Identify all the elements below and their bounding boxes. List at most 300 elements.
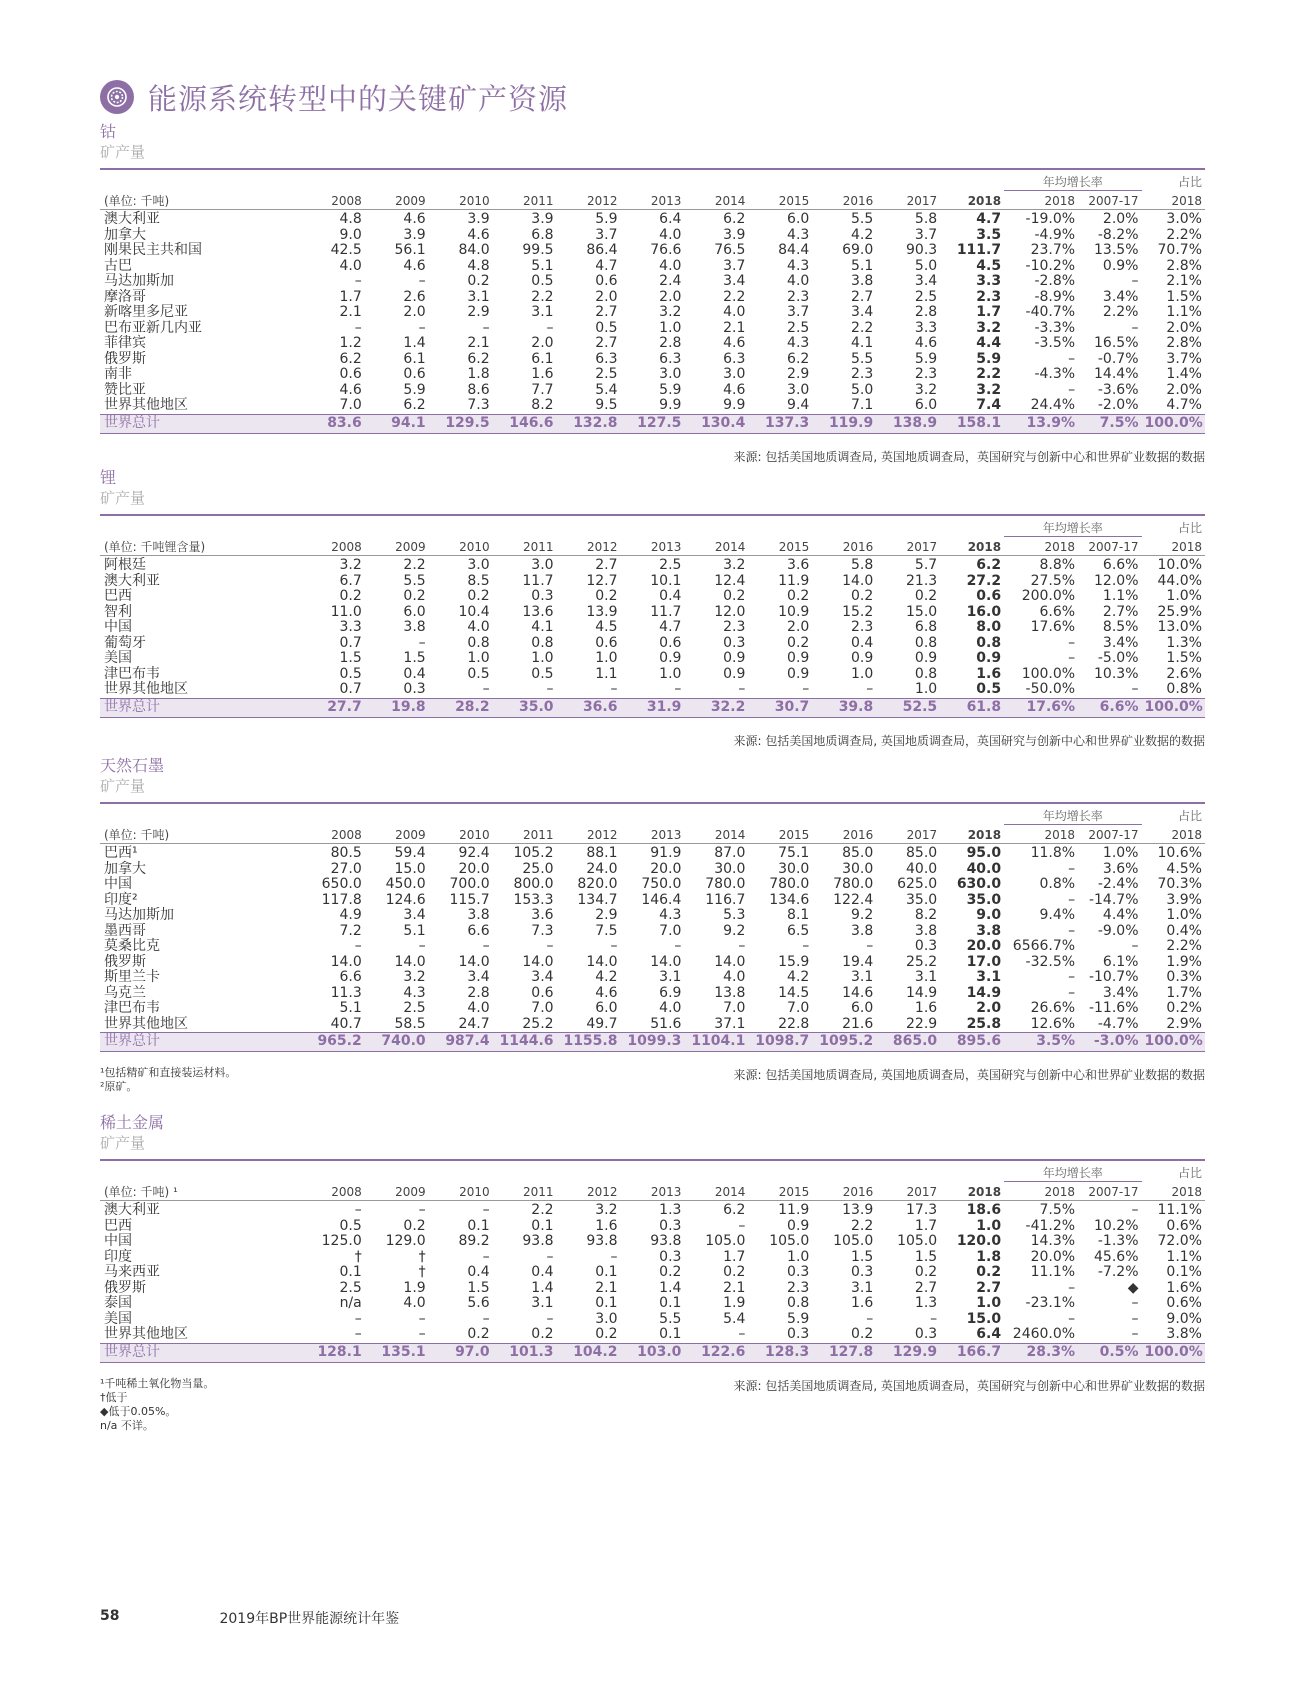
data-cell: 0.5: [531, 273, 554, 289]
data-cell: 3.8: [850, 922, 874, 939]
data-cell: 0.9: [787, 665, 810, 682]
data-cell: 3.2: [723, 557, 746, 573]
data-cell: 1.7: [339, 288, 362, 305]
data-cell: 3.6: [531, 907, 554, 923]
year-header: 2008: [301, 1182, 365, 1201]
data-cell: 3.0: [531, 557, 554, 573]
data-cell: 19.4: [842, 953, 874, 970]
year-header: 2011: [493, 1182, 557, 1201]
data-cell: 2.9: [467, 304, 490, 320]
data-cell: 6.2: [787, 350, 810, 367]
data-cell: –: [802, 938, 810, 954]
data-cell: 0.1: [595, 1264, 618, 1280]
total-cell: 30.7: [748, 698, 812, 717]
total-label: 世界总计: [100, 1033, 301, 1052]
data-cell: 100.0%: [1021, 665, 1076, 682]
data-cell: -9.0%: [1097, 922, 1139, 939]
year-header: 2009: [365, 1182, 429, 1201]
data-cell: 5.8: [850, 557, 874, 573]
data-cell: 3.0: [723, 366, 746, 382]
data-cell: 3.1: [850, 969, 874, 985]
data-cell: 0.1: [531, 1217, 554, 1234]
data-cell: 3.6: [787, 557, 810, 573]
year-header: 2009: [365, 825, 429, 844]
data-cell: 3.2: [976, 381, 1002, 398]
data-cell: 0.5: [339, 665, 362, 682]
data-cell: 5.5: [403, 572, 426, 589]
data-cell: 7.0: [659, 922, 682, 939]
data-cell: 3.1: [531, 304, 554, 320]
data-cell: –: [1131, 681, 1139, 697]
table-row: [100, 924, 1205, 940]
data-cell: 1.5%: [1166, 288, 1202, 305]
data-cell: –: [482, 319, 490, 336]
data-cell: –: [674, 938, 682, 954]
data-cell: 0.4: [531, 1264, 554, 1280]
data-cell: 0.3: [787, 1264, 810, 1280]
data-cell: 14.6: [842, 984, 874, 1001]
data-cell: 9.2: [723, 922, 746, 939]
data-cell: 10.0%: [1157, 557, 1202, 573]
year-header: 2008: [301, 825, 365, 844]
year-header: 2011: [493, 537, 557, 556]
table-row: [100, 986, 1205, 1002]
data-cell: 14.0: [842, 572, 874, 589]
data-cell: 8.2: [914, 907, 938, 923]
year-header: 2012: [557, 537, 621, 556]
data-cell: 0.3%: [1166, 969, 1202, 985]
growth-rate-header: 年均增长率: [1004, 515, 1141, 537]
data-cell: 76.6: [650, 242, 682, 258]
data-cell: 3.7: [595, 226, 618, 243]
data-cell: 4.6: [723, 335, 746, 351]
data-cell: †: [418, 1264, 426, 1280]
data-cell: 4.9: [339, 907, 362, 923]
data-cell: 0.4%: [1166, 922, 1202, 939]
data-cell: -19.0%: [1025, 211, 1076, 227]
data-cell: 8.2: [531, 397, 554, 413]
data-cell: 2.0: [787, 619, 810, 635]
data-cell: 14.0: [522, 953, 554, 970]
row-label: 印度: [104, 1248, 132, 1265]
data-cell: 1.6: [531, 366, 554, 382]
data-cell: 10.4: [458, 603, 490, 620]
share-col-header: 2018: [1142, 1182, 1206, 1201]
data-cell: 0.3: [531, 588, 554, 604]
data-cell: –: [738, 1217, 746, 1234]
total-cell: 1098.7: [748, 1033, 812, 1052]
data-cell: 4.3: [403, 984, 426, 1001]
section-subtitle: 矿产量: [100, 143, 146, 161]
data-cell: 35.0: [966, 891, 1002, 908]
total-cell: 1095.2: [812, 1033, 876, 1052]
data-cell: –: [1068, 381, 1076, 398]
data-cell: 3.8: [914, 922, 938, 939]
data-cell: 10.3%: [1094, 665, 1139, 682]
data-cell: 6.6: [467, 922, 490, 939]
row-label: 菲律宾: [104, 335, 146, 351]
total-cell: 7.5%: [1078, 414, 1141, 433]
data-cell: 650.0: [321, 876, 362, 892]
table-row: [100, 1265, 1205, 1281]
data-cell: –: [418, 1202, 426, 1218]
row-label: 葡萄牙: [104, 634, 146, 651]
data-cell: -40.7%: [1025, 304, 1076, 320]
row-label: 摩洛哥: [104, 288, 146, 305]
data-cell: 4.3: [787, 335, 810, 351]
data-cell: 6.5: [787, 922, 810, 939]
data-cell: 0.1: [595, 1295, 618, 1311]
data-cell: 4.0: [787, 273, 810, 289]
data-cell: 0.6: [531, 984, 554, 1001]
data-cell: 0.7: [339, 634, 362, 651]
table-row: [100, 605, 1205, 621]
data-cell: 5.1: [531, 257, 554, 274]
table-row: [100, 955, 1205, 971]
table-row: [100, 1327, 1205, 1343]
data-cell: 1.0: [787, 1248, 810, 1265]
table-row: [100, 259, 1205, 275]
data-cell: 200.0%: [1021, 588, 1076, 604]
data-cell: 0.5: [339, 1217, 362, 1234]
data-cell: 117.8: [321, 891, 362, 908]
data-cell: 2.5: [914, 288, 938, 305]
section-title: 稀土金属: [100, 1113, 165, 1132]
data-cell: 27.0: [330, 860, 362, 877]
row-label: 津巴布韦: [104, 665, 160, 682]
data-cell: 2.7: [976, 1279, 1002, 1296]
table-row: [100, 1250, 1205, 1266]
data-cell: 4.7: [976, 211, 1002, 227]
data-cell: 8.1: [787, 907, 810, 923]
table-row: [100, 556, 1205, 574]
data-cell: 17.6%: [1030, 619, 1076, 635]
data-cell: -2.4%: [1097, 876, 1139, 892]
data-cell: 0.9: [659, 650, 682, 666]
data-cell: 0.9: [787, 650, 810, 666]
data-cell: 800.0: [513, 876, 554, 892]
data-cell: 14.0: [330, 953, 362, 970]
data-cell: -7.2%: [1097, 1264, 1139, 1280]
data-cell: 2.8: [659, 335, 682, 351]
total-cell: 27.7: [301, 698, 365, 717]
data-cell: 9.0%: [1166, 1310, 1202, 1327]
data-cell: 2.8%: [1166, 335, 1202, 351]
data-cell: 0.3: [850, 1264, 874, 1280]
table-row: [100, 1296, 1205, 1312]
row-label: 津巴布韦: [104, 1000, 160, 1016]
data-cell: -4.3%: [1034, 366, 1076, 382]
data-cell: 20.0: [966, 938, 1002, 954]
data-cell: 4.0: [659, 1000, 682, 1016]
data-cell: 11.9: [778, 572, 810, 589]
total-cell: 127.8: [812, 1343, 876, 1362]
data-cell: 22.9: [906, 1015, 938, 1032]
total-label: 世界总计: [100, 1343, 301, 1362]
data-cell: 13.8: [714, 984, 746, 1001]
data-cell: 0.1: [659, 1295, 682, 1311]
data-cell: 3.5: [976, 226, 1002, 243]
data-cell: 8.6: [467, 381, 490, 398]
data-cell: –: [610, 938, 618, 954]
data-cell: –: [354, 273, 362, 289]
table-row: [100, 1001, 1205, 1017]
data-cell: 6.0: [403, 603, 426, 620]
data-cell: 3.6%: [1102, 860, 1139, 877]
data-cell: –: [546, 681, 554, 697]
data-cell: 3.2: [914, 381, 938, 398]
data-cell: 15.0: [966, 1310, 1002, 1327]
data-cell: 8.8%: [1039, 557, 1076, 573]
data-cell: –: [866, 681, 874, 697]
data-cell: –: [738, 681, 746, 697]
data-cell: 1.3: [914, 1295, 938, 1311]
production-table: [100, 1159, 1205, 1363]
data-cell: 1.4: [659, 1279, 682, 1296]
data-cell: 7.5: [595, 922, 618, 939]
data-cell: 0.9: [976, 650, 1002, 666]
data-cell: 1.5: [403, 650, 426, 666]
growth-col-header: 2018: [1004, 537, 1078, 556]
data-cell: 115.7: [449, 891, 490, 908]
data-cell: 0.8: [787, 1295, 810, 1311]
data-cell: 4.7%: [1166, 397, 1202, 413]
year-header: 2015: [748, 825, 812, 844]
data-cell: –: [1068, 634, 1076, 651]
data-cell: 1.0: [976, 1295, 1002, 1311]
data-cell: 4.0: [723, 969, 746, 985]
total-row: [100, 1033, 1205, 1052]
data-cell: 1.0: [531, 650, 554, 666]
row-label: 墨西哥: [104, 922, 146, 939]
total-cell: 137.3: [748, 414, 812, 433]
data-cell: 14.0: [650, 953, 682, 970]
data-cell: 4.0: [467, 1000, 490, 1016]
total-cell: 32.2: [684, 698, 748, 717]
data-cell: 4.6: [723, 381, 746, 398]
table-row: [100, 336, 1205, 352]
total-label: 世界总计: [100, 414, 301, 433]
data-cell: –: [738, 938, 746, 954]
total-cell: 36.6: [557, 698, 621, 717]
data-cell: 5.3: [723, 907, 746, 923]
data-cell: 9.9: [659, 397, 682, 413]
data-cell: 16.0: [966, 603, 1002, 620]
total-cell: 6.6%: [1078, 698, 1141, 717]
data-cell: –: [866, 938, 874, 954]
data-cell: 0.9: [723, 650, 746, 666]
year-header: 2012: [557, 191, 621, 210]
data-cell: 2.5: [403, 1000, 426, 1016]
row-label: 马达加斯加: [104, 907, 174, 923]
data-cell: 3.0%: [1166, 211, 1202, 227]
data-cell: -32.5%: [1025, 953, 1076, 970]
data-cell: 1.9%: [1166, 953, 1202, 970]
data-cell: 1.5: [850, 1248, 874, 1265]
data-cell: 3.3: [976, 273, 1002, 289]
total-label: 世界总计: [100, 698, 301, 717]
data-cell: 10.6%: [1157, 845, 1202, 861]
section-title: 钴: [100, 122, 117, 141]
total-cell: 119.9: [812, 414, 876, 433]
data-cell: 25.8: [966, 1015, 1002, 1032]
data-cell: 3.1: [914, 969, 938, 985]
data-cell: 0.2: [850, 1326, 874, 1342]
year-header: 2014: [684, 191, 748, 210]
mineral-section: [100, 468, 1205, 748]
data-cell: 1.1: [595, 665, 618, 682]
data-cell: 3.4: [723, 273, 746, 289]
data-cell: 9.9: [723, 397, 746, 413]
data-cell: 5.9: [595, 211, 618, 227]
data-cell: 0.6: [659, 634, 682, 651]
data-cell: 24.7: [458, 1015, 490, 1032]
data-cell: 10.1: [650, 572, 682, 589]
data-cell: 4.1: [531, 619, 554, 635]
year-header: 2009: [365, 191, 429, 210]
row-label: 俄罗斯: [104, 350, 146, 367]
data-cell: 12.0: [714, 603, 746, 620]
year-header: 2017: [876, 825, 940, 844]
data-cell: 4.8: [339, 211, 362, 227]
data-cell: 2.2: [531, 288, 554, 305]
data-cell: –: [1131, 273, 1139, 289]
data-cell: 1.0%: [1102, 845, 1139, 861]
total-cell: 1104.1: [684, 1033, 748, 1052]
data-cell: 2.8: [914, 304, 938, 320]
page-title: 能源系统转型中的关键矿产资源: [148, 81, 569, 116]
data-cell: 3.3: [914, 319, 938, 336]
share-col-header: 2018: [1142, 537, 1206, 556]
data-cell: 0.5: [595, 319, 618, 336]
data-cell: 6.0: [914, 397, 938, 413]
data-cell: 4.0: [403, 1295, 426, 1311]
year-header: 2011: [493, 191, 557, 210]
footnote: n/a 不详。: [100, 1419, 154, 1432]
data-cell: 134.7: [577, 891, 618, 908]
data-cell: –: [482, 1202, 490, 1218]
data-cell: 2.3: [976, 288, 1002, 305]
data-cell: –: [1131, 1202, 1139, 1218]
year-header: 2012: [557, 825, 621, 844]
data-cell: –: [354, 938, 362, 954]
data-cell: 17.0: [966, 953, 1002, 970]
table-row: [100, 1312, 1205, 1328]
data-cell: 6.0: [850, 1000, 874, 1016]
row-label: 新喀里多尼亚: [104, 304, 188, 320]
data-cell: 14.0: [714, 953, 746, 970]
data-cell: 2.8%: [1166, 257, 1202, 274]
total-cell: 1099.3: [620, 1033, 684, 1052]
data-cell: 750.0: [641, 876, 682, 892]
data-cell: 21.3: [906, 572, 938, 589]
data-cell: 0.6%: [1166, 1217, 1202, 1234]
data-cell: 0.2: [914, 588, 938, 604]
data-cell: 86.4: [586, 242, 618, 258]
data-cell: –: [482, 1310, 490, 1327]
data-cell: 2.3: [787, 288, 810, 305]
data-cell: 0.7: [339, 681, 362, 697]
data-cell: 6.4: [976, 1326, 1002, 1342]
data-cell: 6.2: [403, 397, 426, 413]
source-note: 来源: 包括美国地质调查局, 英国地质调查局，英国研究与创新中心和世界矿业数据的数据: [733, 1379, 1205, 1393]
data-cell: 72.0%: [1157, 1233, 1202, 1249]
table-row: [100, 243, 1205, 259]
data-cell: 2.8: [467, 984, 490, 1001]
data-cell: 105.0: [705, 1233, 746, 1249]
data-cell: 3.4: [850, 304, 874, 320]
data-cell: 4.2: [595, 969, 618, 985]
total-cell: 97.0: [429, 1343, 493, 1362]
data-cell: 3.0: [787, 381, 810, 398]
data-cell: 30.0: [778, 860, 810, 877]
data-cell: 0.6: [595, 634, 618, 651]
data-cell: 5.9: [403, 381, 426, 398]
data-cell: 11.8%: [1030, 845, 1076, 861]
data-cell: 1.3%: [1166, 634, 1202, 651]
data-cell: –: [1068, 1279, 1076, 1296]
data-cell: 3.8%: [1166, 1326, 1202, 1342]
data-cell: 0.2%: [1166, 1000, 1202, 1016]
data-cell: 0.6: [595, 273, 618, 289]
data-cell: 2.3: [850, 366, 874, 382]
data-cell: 1.1%: [1102, 588, 1139, 604]
data-cell: 105.0: [769, 1233, 810, 1249]
row-label: 俄罗斯: [104, 953, 146, 970]
data-cell: 1.2: [339, 335, 362, 351]
data-cell: 5.1: [403, 922, 426, 939]
data-cell: 1.4: [403, 335, 426, 351]
data-cell: 2.2%: [1166, 938, 1202, 954]
data-cell: 3.8: [403, 619, 426, 635]
data-cell: 6.0: [787, 211, 810, 227]
total-cell: 129.5: [429, 414, 493, 433]
total-cell: 128.1: [301, 1343, 365, 1362]
table-row: [100, 589, 1205, 605]
data-cell: 4.3: [659, 907, 682, 923]
year-header: 2010: [429, 191, 493, 210]
table-row: [100, 321, 1205, 337]
data-cell: 0.1: [659, 1326, 682, 1342]
data-cell: –: [354, 319, 362, 336]
data-cell: 700.0: [449, 876, 490, 892]
data-cell: 2.2: [850, 1217, 874, 1234]
data-cell: 1.9: [723, 1295, 746, 1311]
footnote: ²原矿。: [100, 1080, 138, 1093]
data-cell: 20.0: [458, 860, 490, 877]
data-cell: 0.4: [850, 634, 874, 651]
total-row: [100, 698, 1205, 717]
data-cell: 3.8: [467, 907, 490, 923]
data-cell: –: [1068, 350, 1076, 367]
year-header: 2018: [940, 191, 1004, 210]
data-cell: 0.2: [467, 273, 490, 289]
table-row: [100, 667, 1205, 683]
data-cell: 7.2: [339, 922, 362, 939]
data-cell: 22.8: [778, 1015, 810, 1032]
data-cell: 4.0: [467, 619, 490, 635]
data-cell: 1.0: [976, 1217, 1002, 1234]
row-label: 南非: [104, 366, 132, 382]
total-cell: 28.3%: [1004, 1343, 1078, 1362]
data-cell: 26.6%: [1030, 1000, 1076, 1016]
data-cell: 13.9: [842, 1202, 874, 1218]
data-cell: 2.1: [467, 335, 490, 351]
total-cell: 895.6: [940, 1033, 1004, 1052]
row-label: 古巴: [104, 257, 132, 274]
data-cell: 10.2%: [1094, 1217, 1139, 1234]
data-cell: 4.5: [976, 257, 1002, 274]
